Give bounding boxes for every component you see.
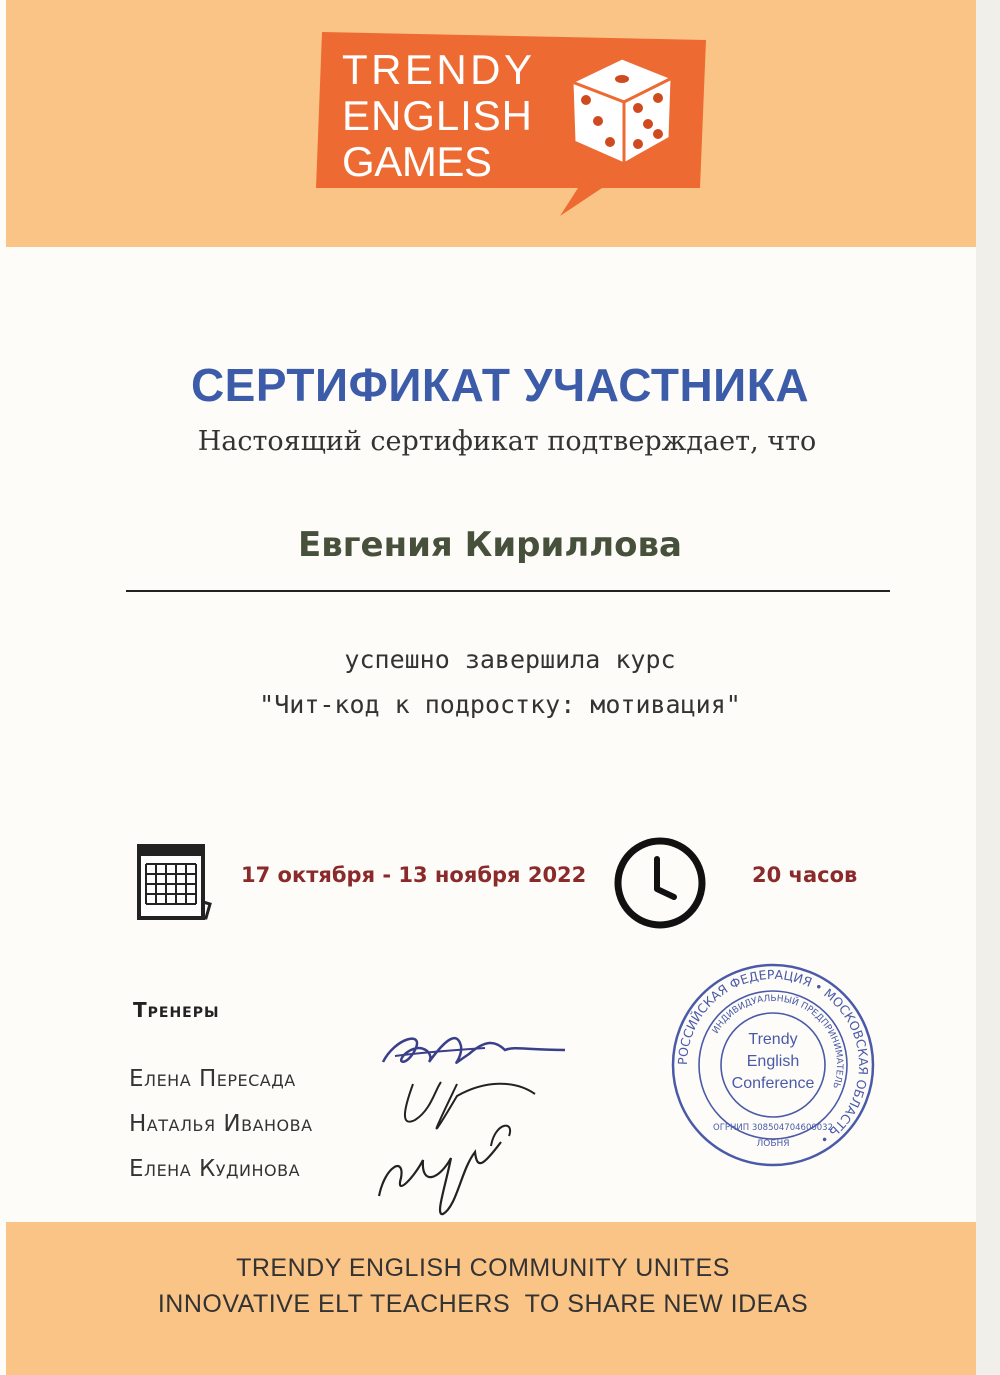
- stamp-center-line: English: [746, 1053, 800, 1070]
- trendy-english-games-logo: [312, 26, 712, 218]
- name-underline: [126, 590, 890, 592]
- course-title: "Чит-код к подростку: мотивация": [259, 690, 741, 719]
- page-edge: [976, 0, 1000, 1375]
- clock-icon: [612, 835, 708, 931]
- course-hours: 20 часов: [752, 863, 858, 887]
- logo-line-1: TRENDY: [342, 46, 532, 93]
- stamp-city: ЛОБНЯ: [756, 1139, 790, 1149]
- logo-line-3: GAMES: [342, 138, 492, 185]
- trainers-heading: Тренеры: [133, 998, 220, 1022]
- trainer-signatures: [365, 1010, 580, 1225]
- completion-text: успешно завершила курс: [344, 645, 676, 674]
- stamp-center-line: Trendy: [748, 1031, 798, 1048]
- certificate-title: СЕРТИФИКАТ УЧАСТНИКА: [190, 359, 810, 411]
- calendar-icon: [136, 842, 212, 922]
- stamp-ogrnip: ОГРНИП 308504704600032: [713, 1123, 833, 1133]
- confirmation-text: Настоящий сертификат подтверждает, что: [197, 426, 817, 457]
- trainer-name: Наталья Иванова: [129, 1111, 313, 1137]
- trainer-name: Елена Кудинова: [129, 1156, 301, 1182]
- trainer-name: Елена Пересада: [129, 1066, 296, 1092]
- participant-name: Евгения Кириллова: [298, 525, 682, 565]
- logo-line-2: ENGLISH: [342, 92, 532, 139]
- stamp-inner-text: ИНДИВИДУАЛЬНЫЙ ПРЕДПРИНИМАТЕЛЬ: [710, 993, 845, 1090]
- stamp-center-line: Conference: [731, 1075, 815, 1092]
- company-stamp: [668, 960, 878, 1170]
- course-dates: 17 октября - 13 ноября 2022: [241, 863, 587, 887]
- stamp-outer-text: РОССИЙСКАЯ ФЕДЕРАЦИЯ • МОСКОВСКАЯ ОБЛАСТЬ •: [674, 966, 872, 1148]
- footer-motto-line: TRENDY ENGLISH COMMUNITY UNITES: [236, 1254, 730, 1282]
- footer-motto-line: INNOVATIVE ELT TEACHERS TO SHARE NEW IDEAS: [157, 1290, 809, 1318]
